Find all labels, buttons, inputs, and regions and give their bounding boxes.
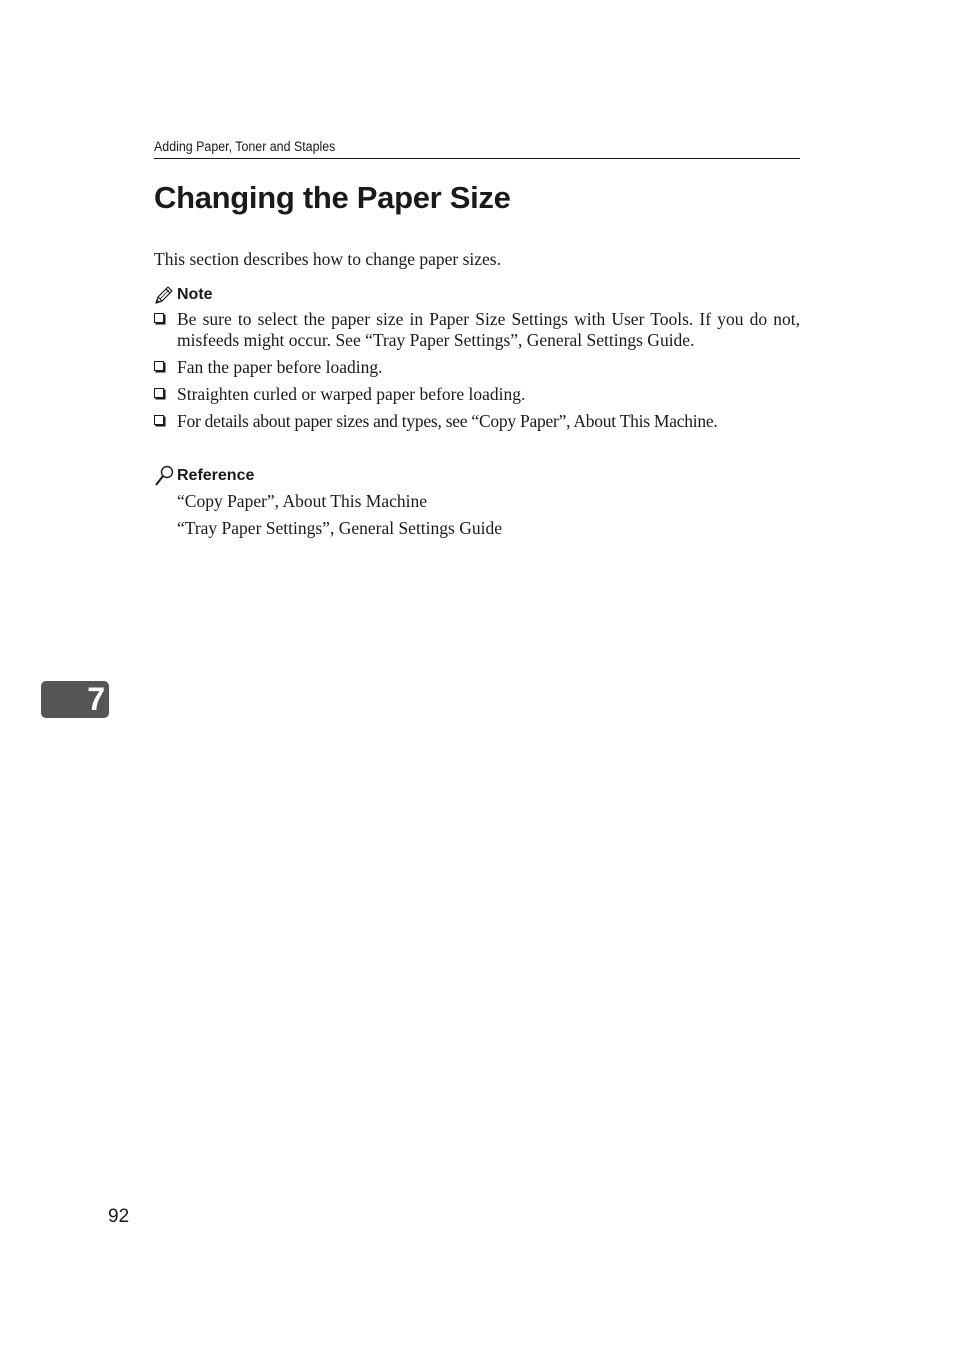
header-rule <box>154 158 800 159</box>
note-item-text: For details about paper sizes and types, see “Copy Paper”, About This Machine. <box>177 411 718 431</box>
page-number: 92 <box>108 1206 130 1227</box>
list-item <box>154 309 800 351</box>
list-item <box>154 357 800 378</box>
running-header: Adding Paper, Toner and Staples <box>154 139 336 154</box>
note-heading <box>154 284 213 306</box>
note-label: Note <box>177 286 213 303</box>
checkbox-bullet-icon <box>154 415 164 425</box>
checkbox-bullet-icon <box>154 388 164 398</box>
reference-label: Reference <box>177 467 255 484</box>
list-item <box>154 411 800 432</box>
checkbox-bullet-icon <box>154 361 164 371</box>
note-item-text: Fan the paper before loading. <box>177 357 383 377</box>
pencil-icon <box>154 285 175 305</box>
magnifier-icon <box>154 465 175 487</box>
note-item-text: Straighten curled or warped paper before loading. <box>177 384 526 404</box>
intro-text: This section describes how to change paper sizes. <box>154 249 501 269</box>
reference-item: “Copy Paper”, About This Machine <box>177 491 427 511</box>
note-list <box>154 309 800 438</box>
page-title: Changing the Paper Size <box>154 180 511 215</box>
reference-item: “Tray Paper Settings”, General Settings Guide <box>177 518 502 538</box>
chapter-tab <box>41 681 109 718</box>
list-item <box>154 384 800 405</box>
chapter-number: 7 <box>87 681 105 717</box>
note-item-text: Be sure to select the paper size in Paper Size Settings with User Tools. If you do not, misfeeds might occur. See “Tray Paper Settings”, General Settings Guide. <box>177 309 800 350</box>
checkbox-bullet-icon <box>154 313 164 323</box>
reference-heading <box>154 465 254 487</box>
